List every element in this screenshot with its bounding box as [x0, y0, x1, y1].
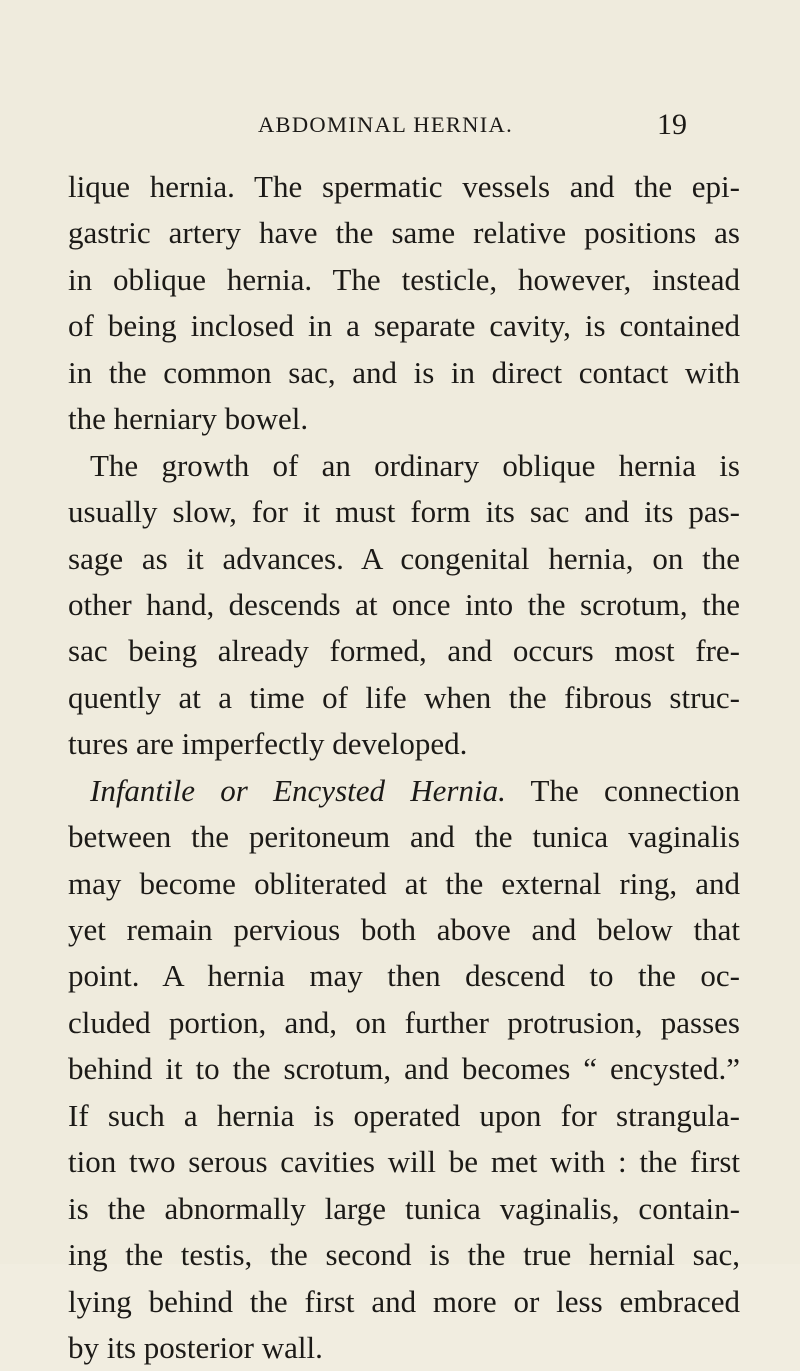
text-line: may become obliterated at the external ring, and [68, 865, 740, 901]
text-line: usually slow, for it must form its sac and its pas- [68, 494, 740, 530]
text-line: behind it to the scrotum, and becomes “ encysted.” [68, 1051, 740, 1087]
text-line: gastric artery have the same relative positions as [68, 215, 740, 251]
text-line: lique hernia. The spermatic vessels and the epi- [68, 169, 740, 204]
section-heading: Infantile or Encysted Hernia. [90, 772, 506, 808]
text-line: in oblique hernia. The testicle, however, instead [68, 261, 740, 297]
text-line: other hand, descends at once into the scrotum, the [68, 586, 740, 622]
text-line: If such a hernia is operated upon for strangula- [68, 1097, 740, 1133]
text-line: of being inclosed in a separate cavity, is contained [68, 308, 740, 344]
text-line: between the peritoneum and the tunica vaginalis [68, 819, 740, 855]
body-text [68, 164, 740, 1371]
text-line: tures are imperfectly developed. [68, 726, 468, 762]
text-line: yet remain pervious both above and below that [68, 912, 740, 947]
text-line: ing the testis, the second is the true hernial sac, [68, 1237, 740, 1273]
page-number: 19 [657, 108, 687, 141]
text-line: sage as it advances. A congenital hernia, on the [68, 540, 740, 576]
running-head [0, 110, 800, 142]
text-line: tion two serous cavities will be met with : the first [68, 1144, 740, 1180]
text-line: lying behind the first and more or less embraced [68, 1283, 740, 1319]
text-line: quently at a time of life when the fibrous struc- [68, 679, 740, 715]
text-line: in the common sac, and is in direct contact with [68, 354, 740, 390]
section-heading-line [68, 768, 740, 814]
text-fragment: The connection [530, 772, 741, 808]
running-title: ABDOMINAL HERNIA. [258, 112, 513, 137]
text-line: is the abnormally large tunica vaginalis, contain- [68, 1190, 740, 1226]
text-line: sac being already formed, and occurs most fre- [68, 633, 740, 669]
text-line: the herniary bowel. [68, 401, 309, 437]
text-line: The growth of an ordinary oblique hernia is [90, 447, 740, 483]
text-line: cluded portion, and, on further protrusion, passes [68, 1004, 740, 1040]
text-line: point. A hernia may then descend to the oc- [68, 958, 740, 994]
text-line: by its posterior wall. [68, 1329, 323, 1365]
